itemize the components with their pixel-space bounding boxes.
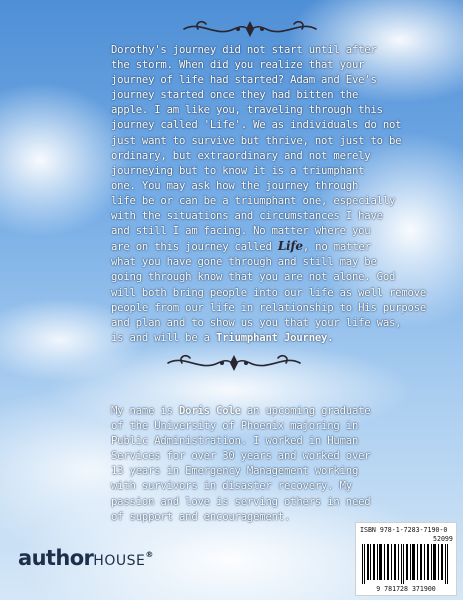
story-line: with the situations and circumstances I have bbox=[111, 210, 383, 223]
story-line: what you have gone through and still may be bbox=[111, 256, 377, 269]
bio-prefix: My name is bbox=[111, 405, 179, 417]
story-line: Dorothy's journey did not start until after bbox=[111, 44, 377, 56]
publisher-logo bbox=[18, 546, 153, 570]
top-flourish-icon bbox=[180, 16, 320, 42]
author-name: Doris Cole bbox=[178, 405, 241, 417]
barcode-number: 9 781728 371900 bbox=[376, 585, 436, 593]
bio-line: passion and love is serving others in need bbox=[111, 495, 371, 508]
story-line: one. You may ask how the journey through bbox=[111, 179, 359, 192]
bio-line: of the University of Phoenix majoring in bbox=[111, 420, 359, 433]
bio-first-tail: an upcoming graduate bbox=[240, 405, 371, 417]
bio-line: Services for over 30 years and worked over bbox=[111, 450, 371, 463]
story-line: journey called 'Life'. We as individuals do not bbox=[111, 119, 402, 132]
story-line: and still I am facing. No matter where you bbox=[111, 225, 371, 238]
story-line: just want to survive but thrive, not just to be bbox=[111, 134, 402, 147]
triumphant-journey-emphasis: Triumphant Journey. bbox=[216, 331, 334, 344]
story-line: and plan and to show us you that your life was, bbox=[111, 316, 402, 329]
story-line: journeying but to know it is a triumphant bbox=[111, 164, 365, 177]
story-line: journey of life had started? Adam and Eve's bbox=[111, 74, 377, 87]
bio-line bbox=[111, 405, 371, 417]
story-line: going through know that you are not alone. God bbox=[111, 271, 396, 284]
barcode-bars-icon bbox=[360, 544, 452, 584]
story-line bbox=[111, 332, 333, 344]
story-line: people from our life in relationship to His purpose bbox=[111, 301, 427, 314]
isbn-label: ISBN 978-1-7283-7190-0 bbox=[360, 526, 448, 534]
life-script-word: Life bbox=[277, 239, 303, 254]
bio-line: of support and encouragement. bbox=[111, 510, 291, 523]
bio-line: Public Administration. I worked in Human bbox=[111, 435, 359, 448]
registered-mark: ® bbox=[145, 550, 153, 559]
barcode-price-code: 52099 bbox=[433, 535, 453, 543]
story-line: the storm. When did you realize that your bbox=[111, 59, 365, 72]
story-line bbox=[111, 241, 371, 253]
story-paragraph bbox=[111, 43, 446, 346]
story-line: journey started once they had bitten the bbox=[111, 89, 359, 102]
isbn-barcode bbox=[355, 522, 457, 596]
story-line: will both bring people into our life as well remove bbox=[111, 286, 427, 299]
story-line: life be or can be a triumphant one, especially bbox=[111, 194, 396, 207]
story-line-text: are on this journey called bbox=[111, 241, 278, 254]
story-line-tail: , no matter bbox=[302, 241, 371, 254]
bio-line: with survivors in disaster recovery. My bbox=[111, 480, 352, 493]
bio-line: 13 years in Emergency Management working bbox=[111, 465, 359, 478]
bottom-flourish-icon bbox=[164, 350, 304, 376]
publisher-house-text: HOUSE bbox=[93, 553, 146, 569]
publisher-author-text: author bbox=[18, 546, 94, 570]
author-bio bbox=[111, 404, 456, 525]
story-line: ordinary, but extraordinary and not merely bbox=[111, 149, 371, 162]
story-line-text: is and will be a bbox=[111, 331, 217, 344]
story-line: apple. I am like you, traveling through this bbox=[111, 104, 383, 117]
